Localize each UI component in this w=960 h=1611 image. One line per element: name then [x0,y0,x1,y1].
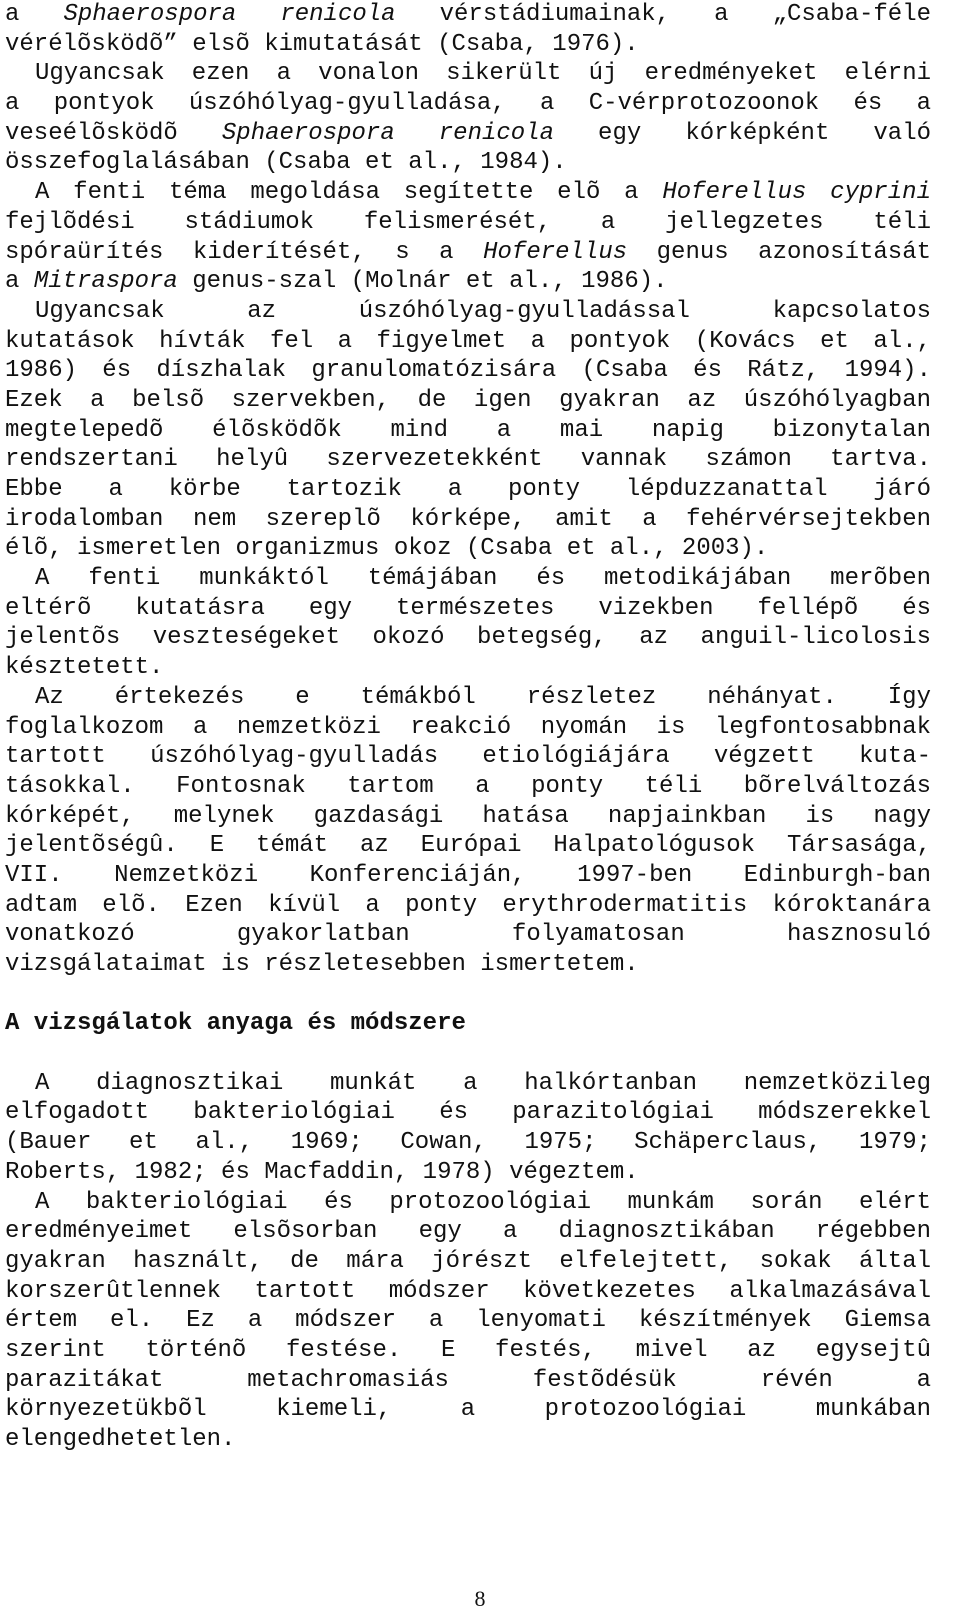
text-line: korszerûtlennek tartott módszer következetes alkalmazásával [5,1277,931,1305]
text-line: összefoglalásában (Csaba et al., 1984). [5,149,567,177]
text-line: környezetükbõl kiemeli, a protozoológiai munkában [5,1396,931,1424]
text-line: megtelepedõ élõsködõk mind a mai napig bizonytalan [5,416,931,444]
text-line: A fenti téma megoldása segítette elõ a Hoferellus cyprini [35,179,931,207]
text-line: tartott úszóhólyag-gyulladás etiológiájára végzett kuta- [5,743,931,771]
paragraph [5,0,931,59]
text-line: VII. Nemzetközi Konferenciáján, 1997-ben Edinburgh-ban [5,861,931,889]
text-line: adtam elõ. Ezen kívül a ponty erythrodermatitis kóroktanára [5,891,931,919]
text-line: elengedhetetlen. [5,1426,236,1453]
page-number: 8 [474,1586,486,1611]
text-line: A bakteriológiai és protozoológiai munkám során elért [35,1188,931,1216]
document-page [5,0,931,1455]
text-line: irodalomban nem szereplõ kórképe, amit a fehérvérsejtekben [5,505,931,533]
text-line: rendszertani helyû szervezetekként vannak számon tartva. [5,446,931,474]
paragraph [5,1069,931,1188]
paragraph [5,297,931,564]
text-line: spóraürítés kiderítését, s a Hoferellus genus azonosítását [5,238,931,266]
text-line: Ugyancsak ezen a vonalon sikerült új eredményeket elérni [35,60,931,88]
text-line: Ebbe a körbe tartozik a ponty lépduzzanattal járó [5,476,931,503]
italic-term: Sphaerospora renicola [63,1,396,28]
paragraph [5,178,931,297]
text-line: Ugyancsak az úszóhólyag-gyulladással kapcsolatos [35,297,931,325]
text-line: parazitákat metachromasiás festõdésük révén a [5,1366,931,1394]
text-line: jelentõs veszteségeket okozó betegség, az anguil-licolosis [5,624,931,652]
text-line: 1986) és díszhalak granulomatózisára (Csaba és Rátz, 1994). [5,357,931,385]
text-line: Ezek a belsõ szervekben, de igen gyakran az úszóhólyagban [5,386,931,414]
paragraph [5,683,931,980]
text-line: a Mitraspora genus-szal (Molnár et al., 1986). [5,268,668,296]
text-line: eltérõ kutatásra egy természetes vizekben fellépõ és [5,594,931,622]
italic-term: Mitraspora [33,268,178,296]
italic-term: Hoferellus [483,238,628,266]
blank-line [5,1039,931,1069]
text-line: Az értekezés e témákból részletez néhányat. Így [35,683,931,711]
text-line: a Sphaerospora renicola vérstádiumainak, a „Csaba-féle [5,1,932,28]
text-line: fejlõdési stádiumok felismerését, a jellegzetes téli [5,208,931,236]
paragraph [5,1188,931,1455]
text-line: veseélõsködõ Sphaerospora renicola egy kórképként való [5,119,932,147]
text-line: szerint történõ festése. E festés, mivel az egysejtû [5,1336,931,1364]
paragraph [5,59,931,178]
italic-term: Hoferellus cyprini [662,179,931,207]
text-line: A fenti munkáktól témájában és metodikájában merõben [35,565,931,593]
text-line: a pontyok úszóhólyag-gyulladása, a C-vérprotozoonok és a [5,90,931,118]
text-line: értem el. Ez a módszer a lenyomati készítmények Giemsa [5,1307,931,1335]
text-line: kutatások hívták fel a figyelmet a pontyok (Kovács et al., [5,327,931,355]
text-line: foglalkozom a nemzetközi reakció nyomán is legfontosabbnak [5,713,931,741]
text-line: tásokkal. Fontosnak tartom a ponty téli bõrelváltozás [5,772,931,800]
text-line: gyakran használt, de mára jórészt elfelejtett, sokak által [5,1247,931,1275]
text-line: (Bauer et al., 1969; Cowan, 1975; Schäperclaus, 1979; [5,1129,931,1157]
text-line: elfogadott bakteriológiai és parazitológiai módszerekkel [5,1099,931,1127]
text-line: késztetett. [5,654,164,682]
text-line: jelentõségû. E témát az Európai Halpatológusok Társasága, [5,832,931,860]
paragraph [5,564,931,683]
text-line: vizsgálataimat is részletesebben ismertetem. [5,951,639,978]
text-line: élõ, ismeretlen organizmus okoz (Csaba et al., 2003). [5,535,769,563]
text-line: vonatkozó gyakorlatban folyamatosan hasznosuló [5,921,931,949]
text-line: eredményeimet elsõsorban egy a diagnosztikában régebben [5,1218,931,1246]
text-line: A diagnosztikai munkát a halkórtanban nemzetközileg [35,1069,931,1097]
italic-term: Sphaerospora renicola [221,119,554,147]
text-line: vérélõsködõ” elsõ kimutatását (Csaba, 1976). [5,30,639,58]
blank-line [5,980,931,1010]
section-heading: A vizsgálatok anyaga és módszere [5,1010,466,1038]
text-line: Roberts, 1982; és Macfaddin, 1978) végeztem. [5,1158,639,1186]
text-line: kórképét, melynek gazdasági hatása napjainkban is nagy [5,802,931,830]
